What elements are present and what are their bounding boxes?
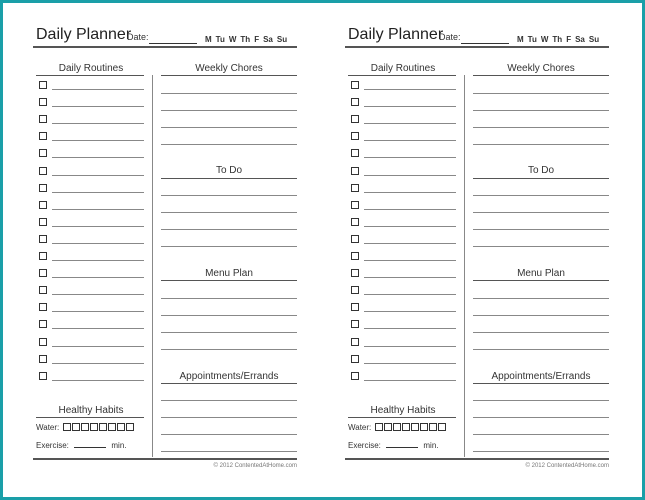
routine-line[interactable] bbox=[52, 243, 144, 244]
routine-checkbox[interactable] bbox=[39, 81, 47, 89]
routine-line[interactable] bbox=[364, 140, 456, 141]
healthy-habits-heading: Healthy Habits bbox=[58, 405, 124, 416]
routine-checkbox[interactable] bbox=[39, 98, 47, 106]
routine-checkbox[interactable] bbox=[351, 303, 359, 311]
footer-rule bbox=[33, 458, 297, 460]
appointments-rule bbox=[161, 383, 297, 384]
weekday-th[interactable]: Th bbox=[240, 35, 251, 44]
water-checkbox[interactable] bbox=[402, 423, 410, 431]
routine-checkbox[interactable] bbox=[351, 115, 359, 123]
routine-checkbox[interactable] bbox=[351, 269, 359, 277]
weekly-chores-heading: Weekly Chores bbox=[195, 63, 263, 74]
weekday-tu[interactable]: Tu bbox=[215, 35, 225, 44]
writing-line[interactable] bbox=[473, 246, 609, 247]
water-checkbox[interactable] bbox=[420, 423, 428, 431]
water-checkbox[interactable] bbox=[384, 423, 392, 431]
water-checkbox[interactable] bbox=[63, 423, 71, 431]
writing-line[interactable] bbox=[473, 434, 609, 435]
routine-line[interactable] bbox=[52, 294, 144, 295]
weekday-su[interactable]: Su bbox=[276, 35, 288, 44]
water-checkbox[interactable] bbox=[108, 423, 116, 431]
healthy-habits-rule bbox=[348, 417, 456, 418]
routine-line[interactable] bbox=[52, 192, 144, 193]
planner-page-left bbox=[33, 0, 297, 494]
exercise-unit: min. bbox=[111, 441, 127, 450]
writing-line[interactable] bbox=[161, 144, 297, 145]
to-do-heading: To Do bbox=[215, 165, 243, 176]
writing-line[interactable] bbox=[161, 127, 297, 128]
planner-page-right bbox=[345, 0, 609, 494]
to-do-heading: To Do bbox=[527, 165, 555, 176]
routine-checkbox[interactable] bbox=[351, 320, 359, 328]
routine-checkbox[interactable] bbox=[351, 184, 359, 192]
daily-routines-rule bbox=[348, 75, 456, 76]
healthy-habits-rule bbox=[36, 417, 144, 418]
column-divider bbox=[464, 75, 465, 457]
date-label: Date: bbox=[439, 32, 461, 42]
routine-checkbox[interactable] bbox=[39, 115, 47, 123]
routine-checkbox[interactable] bbox=[39, 218, 47, 226]
writing-line[interactable] bbox=[161, 229, 297, 230]
routine-line[interactable] bbox=[364, 209, 456, 210]
routine-checkbox[interactable] bbox=[351, 167, 359, 175]
routine-line[interactable] bbox=[52, 106, 144, 107]
weekly-chores-heading: Weekly Chores bbox=[507, 63, 575, 74]
weekday-list bbox=[205, 35, 291, 44]
menu-plan-rule bbox=[473, 280, 609, 281]
water-checkbox[interactable] bbox=[72, 423, 80, 431]
routine-checkbox[interactable] bbox=[39, 184, 47, 192]
writing-line[interactable] bbox=[473, 212, 609, 213]
writing-line[interactable] bbox=[161, 417, 297, 418]
routine-checkbox[interactable] bbox=[39, 149, 47, 157]
weekday-su[interactable]: Su bbox=[588, 35, 600, 44]
writing-line[interactable] bbox=[161, 110, 297, 111]
routine-checkbox[interactable] bbox=[39, 235, 47, 243]
weekday-sa[interactable]: Sa bbox=[575, 35, 585, 44]
routine-line[interactable] bbox=[52, 175, 144, 176]
routine-line[interactable] bbox=[364, 294, 456, 295]
routine-line[interactable] bbox=[52, 277, 144, 278]
menu-plan-heading: Menu Plan bbox=[205, 268, 253, 279]
date-field[interactable] bbox=[461, 43, 509, 44]
exercise-field[interactable] bbox=[386, 447, 418, 448]
routine-checkbox[interactable] bbox=[39, 320, 47, 328]
writing-line[interactable] bbox=[473, 144, 609, 145]
writing-line[interactable] bbox=[473, 127, 609, 128]
writing-line[interactable] bbox=[473, 332, 609, 333]
writing-line[interactable] bbox=[161, 195, 297, 196]
water-checkbox[interactable] bbox=[126, 423, 134, 431]
writing-line[interactable] bbox=[473, 93, 609, 94]
writing-line[interactable] bbox=[161, 332, 297, 333]
copyright-footer: © 2012 ContentedAtHome.com bbox=[213, 463, 297, 469]
routine-checkbox[interactable] bbox=[351, 286, 359, 294]
weekday-list bbox=[517, 35, 603, 44]
writing-line[interactable] bbox=[473, 298, 609, 299]
routine-line[interactable] bbox=[52, 328, 144, 329]
routine-line[interactable] bbox=[52, 89, 144, 90]
routine-checkbox[interactable] bbox=[351, 201, 359, 209]
exercise-field[interactable] bbox=[74, 447, 106, 448]
routine-checkbox[interactable] bbox=[39, 201, 47, 209]
footer-rule bbox=[345, 458, 609, 460]
water-checkbox[interactable] bbox=[117, 423, 125, 431]
routine-checkbox[interactable] bbox=[351, 372, 359, 380]
weekday-f[interactable]: F bbox=[566, 35, 572, 44]
routine-checkbox[interactable] bbox=[39, 167, 47, 175]
exercise-row bbox=[36, 441, 127, 450]
date-label: Date: bbox=[127, 32, 149, 42]
water-boxes bbox=[374, 423, 446, 432]
writing-line[interactable] bbox=[473, 315, 609, 316]
routine-line[interactable] bbox=[364, 311, 456, 312]
routine-line[interactable] bbox=[364, 89, 456, 90]
routine-line[interactable] bbox=[364, 226, 456, 227]
routine-line[interactable] bbox=[364, 277, 456, 278]
routine-line[interactable] bbox=[52, 260, 144, 261]
writing-line[interactable] bbox=[473, 400, 609, 401]
writing-line[interactable] bbox=[161, 349, 297, 350]
routine-line[interactable] bbox=[364, 157, 456, 158]
routine-line[interactable] bbox=[364, 260, 456, 261]
writing-line[interactable] bbox=[473, 451, 609, 452]
column-divider bbox=[152, 75, 153, 457]
weekday-w[interactable]: W bbox=[228, 35, 237, 44]
routine-checkbox[interactable] bbox=[351, 355, 359, 363]
routine-checkbox[interactable] bbox=[351, 252, 359, 260]
routine-checkbox[interactable] bbox=[39, 355, 47, 363]
menu-plan-rule bbox=[161, 280, 297, 281]
routine-line[interactable] bbox=[52, 346, 144, 347]
routine-checkbox[interactable] bbox=[39, 252, 47, 260]
weekday-th[interactable]: Th bbox=[552, 35, 563, 44]
routine-checkbox[interactable] bbox=[351, 98, 359, 106]
routine-line[interactable] bbox=[364, 346, 456, 347]
routine-line[interactable] bbox=[52, 123, 144, 124]
weekday-m[interactable]: M bbox=[205, 35, 212, 44]
water-checkbox[interactable] bbox=[90, 423, 98, 431]
appointments-rule bbox=[473, 383, 609, 384]
routine-line[interactable] bbox=[52, 226, 144, 227]
water-checkbox[interactable] bbox=[429, 423, 437, 431]
routine-checkbox[interactable] bbox=[351, 149, 359, 157]
routine-line[interactable] bbox=[364, 192, 456, 193]
writing-line[interactable] bbox=[161, 434, 297, 435]
writing-line[interactable] bbox=[161, 451, 297, 452]
writing-line[interactable] bbox=[161, 93, 297, 94]
weekday-sa[interactable]: Sa bbox=[263, 35, 273, 44]
water-checkbox[interactable] bbox=[81, 423, 89, 431]
writing-line[interactable] bbox=[473, 349, 609, 350]
appointments-heading: Appointments/Errands bbox=[491, 371, 591, 382]
weekday-f[interactable]: F bbox=[254, 35, 260, 44]
routine-line[interactable] bbox=[364, 328, 456, 329]
to-do-rule bbox=[161, 178, 297, 179]
routine-checkbox[interactable] bbox=[39, 269, 47, 277]
routine-line[interactable] bbox=[364, 175, 456, 176]
header-rule bbox=[33, 46, 297, 48]
water-checkbox[interactable] bbox=[411, 423, 419, 431]
date-field[interactable] bbox=[149, 43, 197, 44]
daily-routines-heading: Daily Routines bbox=[58, 63, 124, 74]
weekday-tu[interactable]: Tu bbox=[527, 35, 537, 44]
routine-line[interactable] bbox=[52, 209, 144, 210]
water-label: Water: bbox=[36, 423, 60, 432]
routine-checkbox[interactable] bbox=[39, 303, 47, 311]
routine-checkbox[interactable] bbox=[351, 235, 359, 243]
water-boxes bbox=[62, 423, 134, 432]
page-title: Daily Planner bbox=[36, 26, 132, 43]
to-do-rule bbox=[473, 178, 609, 179]
routine-line[interactable] bbox=[52, 363, 144, 364]
routine-checkbox[interactable] bbox=[351, 218, 359, 226]
routine-line[interactable] bbox=[364, 123, 456, 124]
routine-line[interactable] bbox=[52, 380, 144, 381]
exercise-label: Exercise: bbox=[348, 441, 381, 450]
water-checkbox[interactable] bbox=[393, 423, 401, 431]
routine-line[interactable] bbox=[52, 311, 144, 312]
routine-line[interactable] bbox=[52, 157, 144, 158]
writing-line[interactable] bbox=[161, 315, 297, 316]
routine-checkbox[interactable] bbox=[351, 81, 359, 89]
routine-line[interactable] bbox=[364, 106, 456, 107]
routine-line[interactable] bbox=[52, 140, 144, 141]
weekly-chores-rule bbox=[161, 75, 297, 76]
header-rule bbox=[345, 46, 609, 48]
title-row bbox=[33, 26, 297, 46]
writing-line[interactable] bbox=[161, 212, 297, 213]
writing-line[interactable] bbox=[161, 298, 297, 299]
writing-line[interactable] bbox=[161, 400, 297, 401]
appointments-heading: Appointments/Errands bbox=[179, 371, 279, 382]
routine-line[interactable] bbox=[364, 380, 456, 381]
exercise-row bbox=[348, 441, 439, 450]
water-row bbox=[348, 423, 446, 432]
water-checkbox[interactable] bbox=[99, 423, 107, 431]
healthy-habits-heading: Healthy Habits bbox=[370, 405, 436, 416]
water-checkbox[interactable] bbox=[438, 423, 446, 431]
weekly-chores-rule bbox=[473, 75, 609, 76]
routine-checkbox[interactable] bbox=[39, 132, 47, 140]
water-label: Water: bbox=[348, 423, 372, 432]
daily-routines-heading: Daily Routines bbox=[370, 63, 436, 74]
routine-checkbox[interactable] bbox=[351, 338, 359, 346]
routine-line[interactable] bbox=[364, 363, 456, 364]
weekday-m[interactable]: M bbox=[517, 35, 524, 44]
routine-checkbox[interactable] bbox=[351, 132, 359, 140]
water-checkbox[interactable] bbox=[375, 423, 383, 431]
routine-checkbox[interactable] bbox=[39, 338, 47, 346]
writing-line[interactable] bbox=[161, 246, 297, 247]
copyright-footer: © 2012 ContentedAtHome.com bbox=[525, 463, 609, 469]
daily-routines-rule bbox=[36, 75, 144, 76]
exercise-label: Exercise: bbox=[36, 441, 69, 450]
writing-line[interactable] bbox=[473, 229, 609, 230]
exercise-unit: min. bbox=[423, 441, 439, 450]
title-row bbox=[345, 26, 609, 46]
weekday-w[interactable]: W bbox=[540, 35, 549, 44]
writing-line[interactable] bbox=[473, 417, 609, 418]
water-row bbox=[36, 423, 134, 432]
menu-plan-heading: Menu Plan bbox=[517, 268, 565, 279]
routine-line[interactable] bbox=[364, 243, 456, 244]
routine-checkbox[interactable] bbox=[39, 372, 47, 380]
routine-checkbox[interactable] bbox=[39, 286, 47, 294]
page-title: Daily Planner bbox=[348, 26, 444, 43]
writing-line[interactable] bbox=[473, 195, 609, 196]
writing-line[interactable] bbox=[473, 110, 609, 111]
